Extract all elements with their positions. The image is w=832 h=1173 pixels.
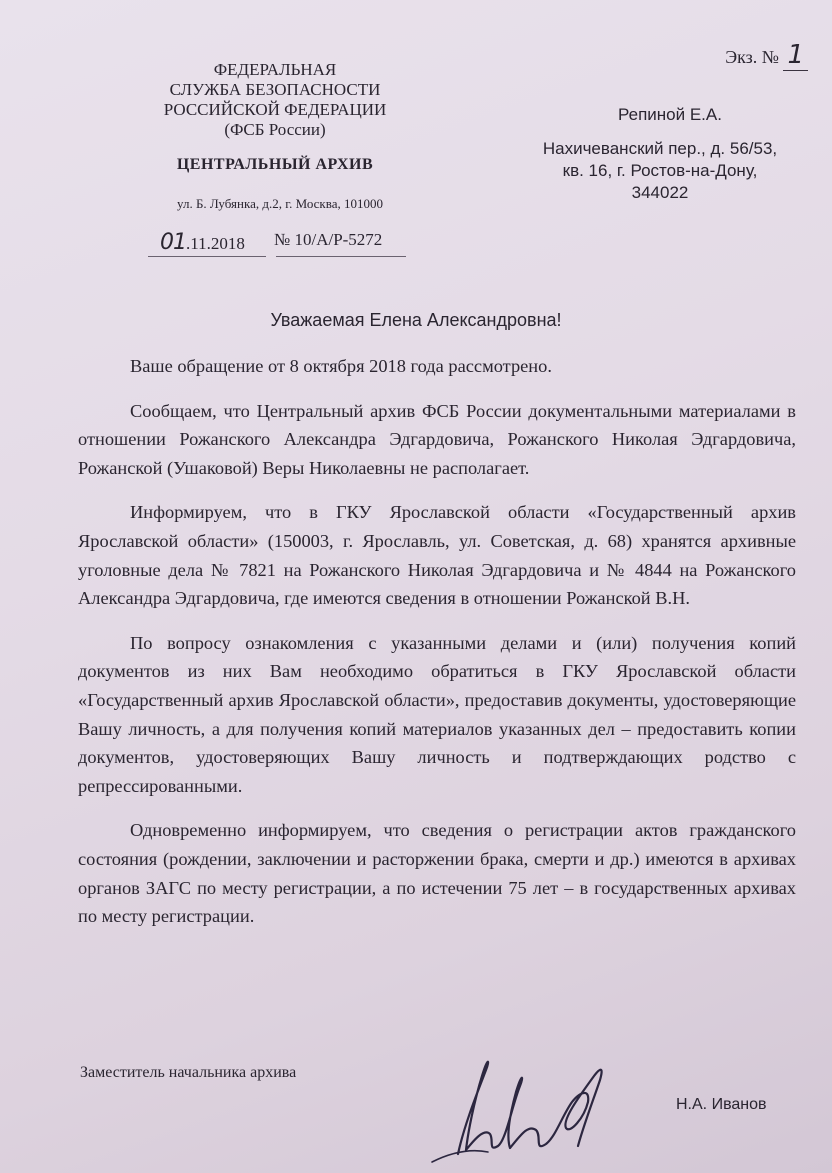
date-handwritten: 01 bbox=[160, 230, 186, 255]
archive-name: ЦЕНТРАЛЬНЫЙ АРХИВ bbox=[176, 156, 374, 173]
sender-org-line-2: СЛУЖБА БЕЗОПАСНОСТИ bbox=[169, 80, 381, 99]
recipient-address-line-3: 344022 bbox=[631, 183, 689, 202]
registration-date bbox=[160, 230, 245, 255]
copy-label: Экз. № bbox=[725, 47, 779, 67]
signatory-title: Заместитель начальника архива bbox=[80, 1064, 297, 1081]
paragraph-1: Ваше обращение от 8 октября 2018 года рассмотрено. bbox=[130, 356, 552, 376]
paragraph-4: По вопросу ознакомления с указанными делами и (или) получения копий документов из них Вам необходимо обратиться в ГКУ Ярославской области «Государственный архив Ярославской области», предоставив документы, удостоверяющие Вашу личность, а для получения копий материалов указанных дел – предоставить копии документов, удостоверяющих Вашу личность и подтверждающих родство с репрессированными. bbox=[78, 632, 796, 796]
paragraph-2: Сообщаем, что Центральный архив ФСБ России документальными материалами в отношении Рожанского Александра Эдгардовича, Рожанского Николая Эдгардовича, Рожанской (Ушаковой) Веры Николаевны не располагает. bbox=[78, 400, 796, 478]
recipient-address-line-2: кв. 16, г. Ростов-на-Дону, bbox=[562, 161, 758, 180]
archive-address: ул. Б. Лубянка, д.2, г. Москва, 101000 bbox=[177, 196, 383, 211]
recipient-block bbox=[520, 104, 800, 204]
sender-org-block bbox=[150, 60, 400, 140]
paragraph-5: Одновременно информируем, что сведения о регистрации актов гражданского состояния (рождении, заключении и расторжении брака, смерти и др.) имеются в архивах органов ЗАГС по месту регистрации, а по истечении 75 лет – в государственных архивах по месту регистрации. bbox=[78, 820, 796, 927]
date-underline bbox=[148, 256, 266, 257]
recipient-address-line-1: Нахичеванский пер., д. 56/53, bbox=[542, 139, 778, 158]
date-printed: .11.2018 bbox=[186, 234, 245, 253]
number-underline bbox=[276, 256, 406, 257]
sender-org-line-4: (ФСБ России) bbox=[224, 120, 326, 139]
handwritten-signature bbox=[428, 1036, 628, 1166]
copy-number bbox=[725, 40, 808, 70]
greeting: Уважаемая Елена Александровна! bbox=[270, 310, 562, 330]
recipient-name: Репиной Е.А. bbox=[618, 105, 722, 124]
registration-number: № 10/А/Р-5272 bbox=[274, 230, 383, 249]
sender-org-line-3: РОССИЙСКОЙ ФЕДЕРАЦИИ bbox=[163, 100, 387, 119]
signatory-name: Н.А. Иванов bbox=[676, 1096, 767, 1113]
letter-body bbox=[78, 352, 796, 931]
paragraph-3: Информируем, что в ГКУ Ярославской области «Государственный архив Ярославской области» (150003, г. Ярославль, ул. Советская, д. 68) хранятся архивные уголовные дела № 7821 на Рожанского Николая Эдгардовича и № 4844 на Рожанского Александра Эдгардовича, где имеются сведения в отношении Рожанской В.Н. bbox=[78, 502, 796, 609]
copy-number-handwritten: 1 bbox=[783, 40, 808, 71]
sender-org-line-1: ФЕДЕРАЛЬНАЯ bbox=[213, 60, 337, 79]
